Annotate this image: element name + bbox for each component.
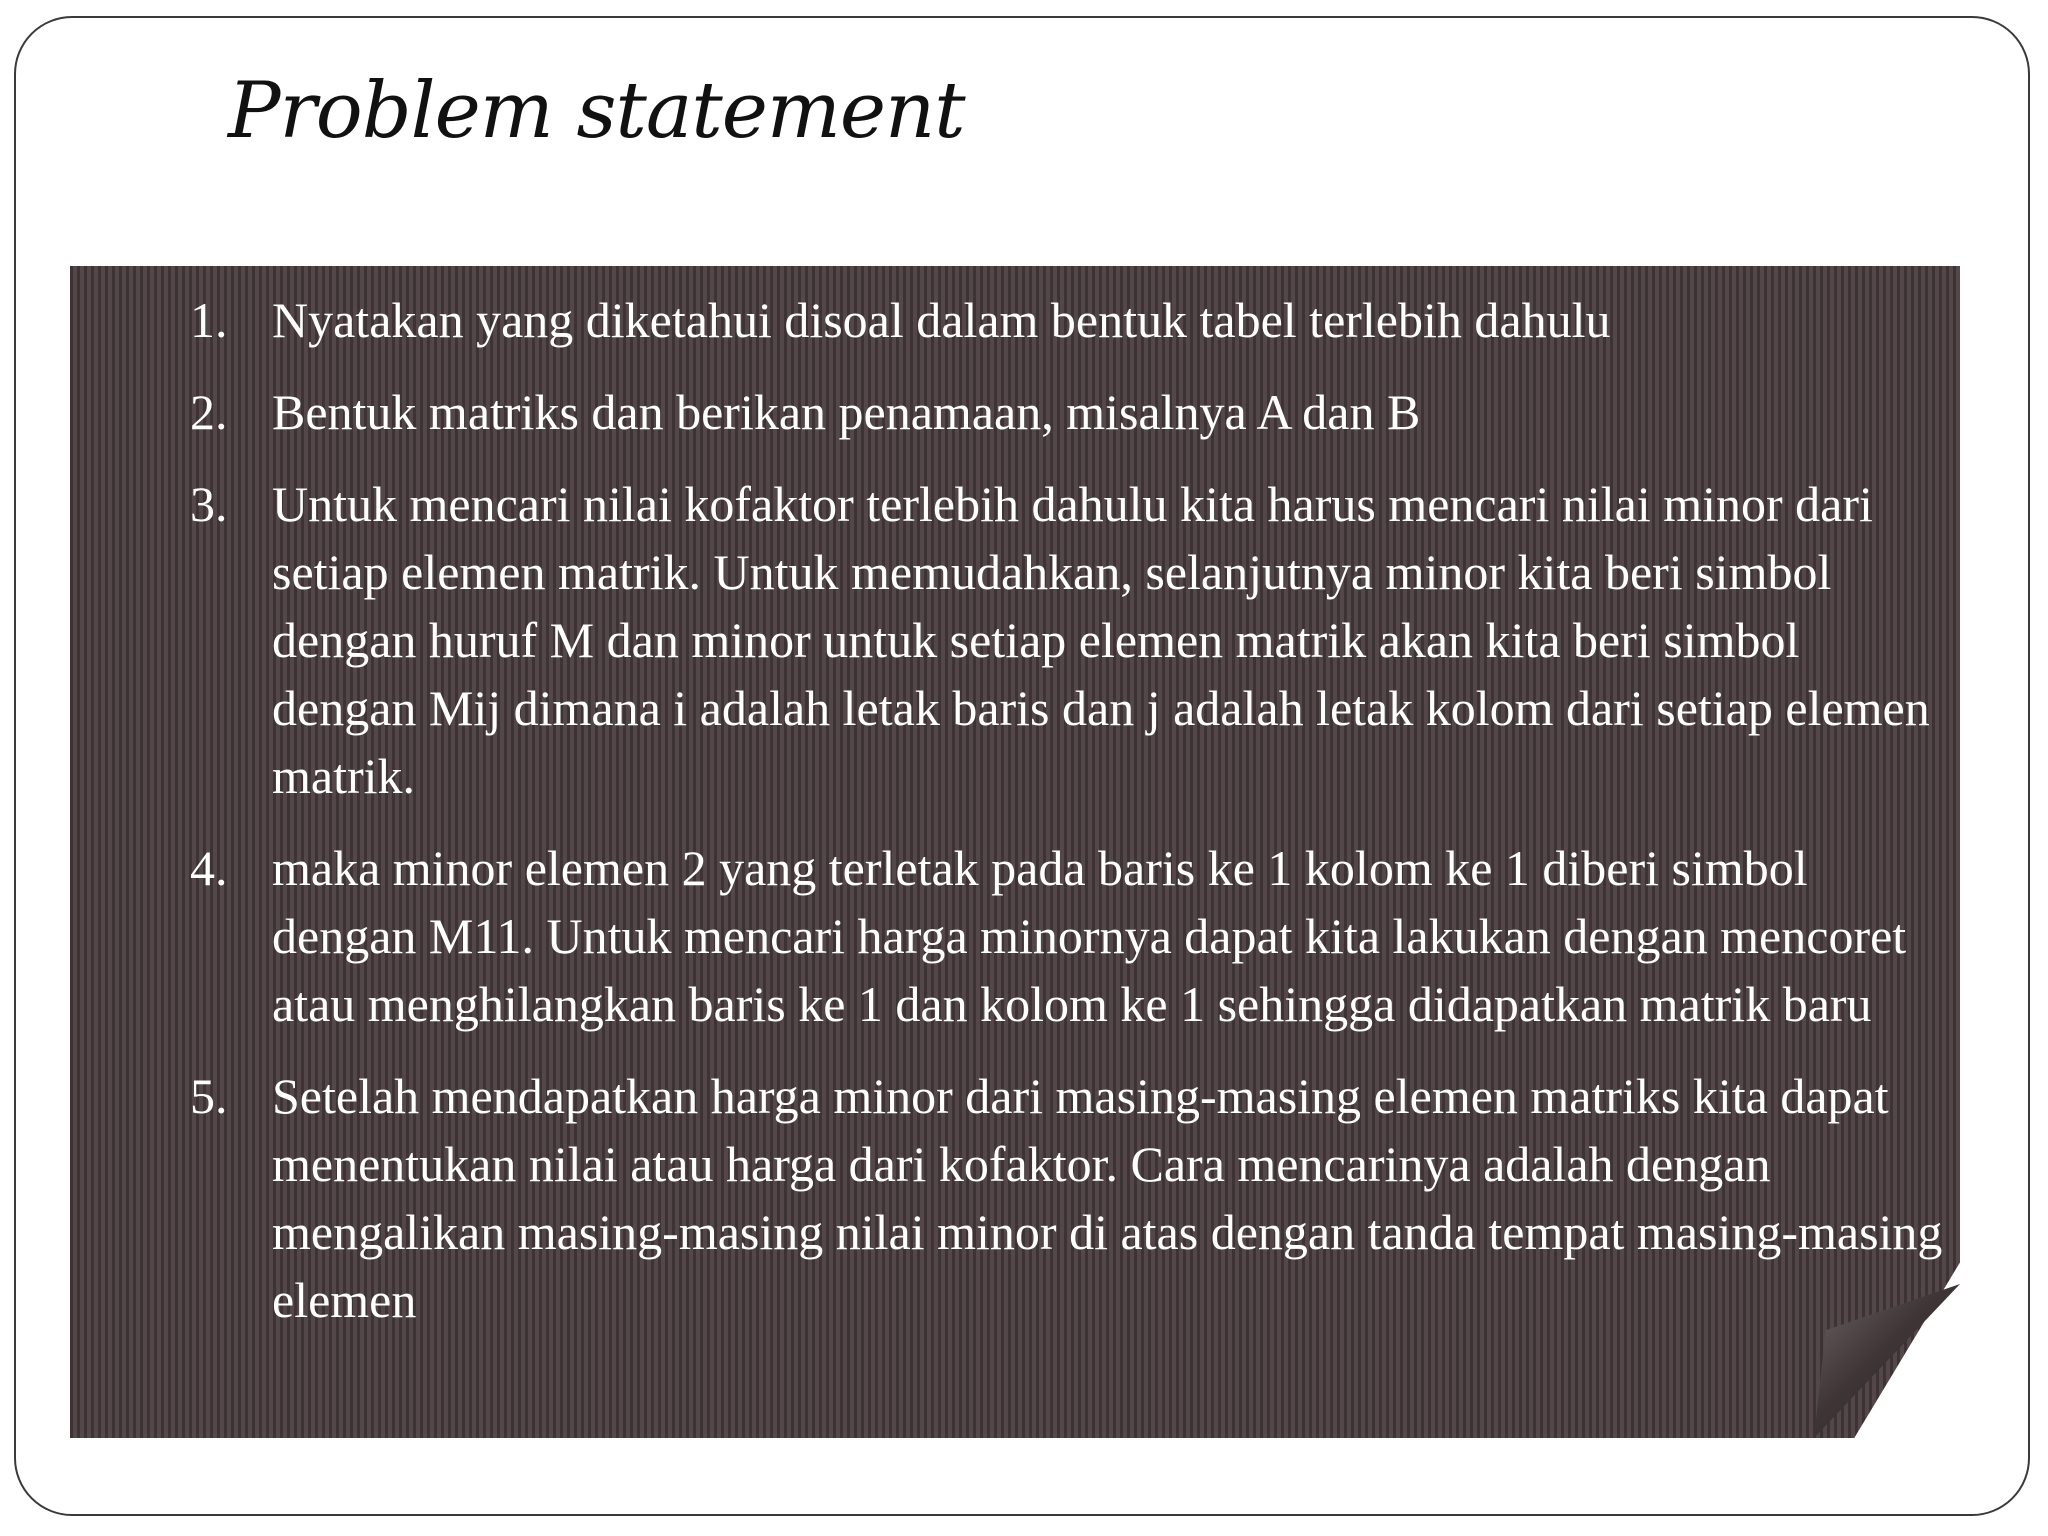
item-number: 1.: [190, 292, 228, 348]
list-item: [190, 378, 1946, 446]
list-item: [190, 834, 1946, 1038]
list-item: [190, 286, 1946, 354]
item-number: 4.: [190, 840, 228, 896]
item-text: Bentuk matriks dan berikan penamaan, misalnya A dan B: [272, 384, 1421, 440]
item-text: maka minor elemen 2 yang terletak pada baris ke 1 kolom ke 1 diberi simbol dengan M11. Untuk mencari harga minornya dapat kita lakukan dengan mencoret atau menghilangkan baris ke 1 dan kolom ke 1 sehingga didapatkan matrik baru: [272, 840, 1907, 1032]
item-number: 3.: [190, 476, 228, 532]
item-text: Untuk mencari nilai kofaktor terlebih dahulu kita harus mencari nilai minor dari setiap elemen matrik. Untuk memudahkan, selanjutnya minor kita beri simbol dengan huruf M dan minor untuk setiap elemen matrik akan kita beri simbol dengan Mij dimana i adalah letak baris dan j adalah letak kolom dari setiap elemen matrik.: [272, 476, 1930, 804]
problem-list: [190, 286, 1946, 1358]
item-text: Setelah mendapatkan harga minor dari masing-masing elemen matriks kita dapat menentukan nilai atau harga dari kofaktor. Cara mencarinya adalah dengan mengalikan masing-masing nilai minor di atas dengan tanda tempat masing-masing elemen: [272, 1068, 1943, 1328]
slide-title: Problem statement: [228, 66, 965, 156]
list-item: [190, 1062, 1946, 1334]
item-number: 5.: [190, 1068, 228, 1124]
item-text: Nyatakan yang diketahui disoal dalam bentuk tabel terlebih dahulu: [272, 292, 1611, 348]
item-number: 2.: [190, 384, 228, 440]
list-item: [190, 470, 1946, 810]
